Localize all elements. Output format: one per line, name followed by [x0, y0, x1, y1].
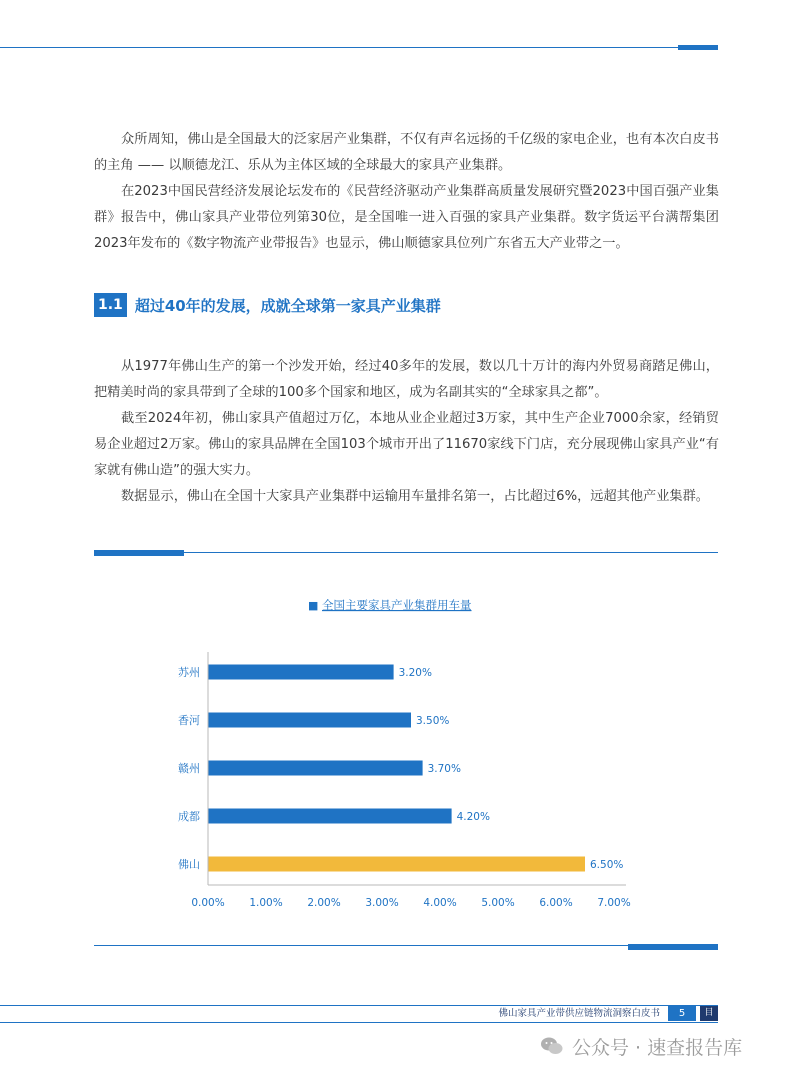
intro-paragraphs [94, 127, 719, 257]
section-paragraph-2: 截至2024年初，佛山家具产值超过万亿，本地从业企业超过3万家，其中生产企业7000余家，经销贸易企业超过2万家。佛山的家具品牌在全国103个城市开出了11670家线下门店，充分展现佛山家具产业“有家就有佛山造”的强大实力。 [94, 411, 719, 478]
category-label: 成都 [178, 810, 200, 823]
footer-rule-top [0, 1005, 718, 1006]
section-paragraph-1: 从1977年佛山生产的第一个沙发开始，经过40多年的发展，数以几十万计的海内外贸易商踏足佛山，把精美时尚的家具带到了全球的100多个国家和地区，成为名副其实的“全球家具之都”。 [94, 359, 719, 400]
bar-value-label: 3.50% [416, 715, 450, 727]
intro-paragraph-1: 众所周知，佛山是全国最大的泛家居产业集群，不仅有声名远扬的千亿级的家电企业，也有本次白皮书的主角 —— 以顺德龙江、乐从为主体区域的全球最大的家具产业集群。 [94, 132, 719, 173]
x-axis-ticks [191, 897, 630, 909]
header-accent-bar [678, 45, 718, 50]
section-title: 超过40年的发展，成就全球第一家具产业集群 [134, 296, 441, 315]
section-paragraph-3: 数据显示，佛山在全国十大家具产业集群中运输用车量排名第一，占比超过6%，远超其他产业集群。 [121, 489, 709, 504]
x-tick-label: 0.00% [191, 897, 225, 909]
chart-top-accent [94, 550, 184, 556]
legend-marker: ■ [308, 599, 319, 612]
bar-value-label: 4.20% [456, 811, 490, 823]
x-tick-label: 3.00% [365, 897, 399, 909]
x-tick-label: 7.00% [597, 897, 631, 909]
category-label: 佛山 [178, 858, 200, 871]
header-rule [0, 47, 718, 48]
footer-rule-bottom [0, 1022, 718, 1023]
category-label: 赣州 [178, 762, 200, 775]
bar [208, 713, 411, 728]
x-tick-label: 2.00% [307, 897, 341, 909]
chart-title: 全国主要家具产业集群用车量 [322, 598, 472, 612]
watermark [540, 1033, 742, 1059]
category-label: 苏州 [178, 666, 200, 679]
bar-value-label: 3.20% [398, 667, 432, 679]
wechat-icon [540, 1036, 564, 1056]
vehicle-usage-chart [94, 580, 718, 920]
intro-paragraph-2: 在2023中国民营经济发展论坛发布的《民营经济驱动产业集群高质量发展研究暨2023中国百强产业集群》报告中，佛山家具产业带位列第30位，是全国唯一进入百强的家具产业集群。数字货运平台满帮集团2023年发布的《数字物流产业带报告》也显示，佛山顺德家具位列广东省五大产业带之一。 [94, 184, 719, 251]
section-paragraphs [94, 354, 719, 510]
x-tick-label: 4.00% [423, 897, 457, 909]
x-tick-label: 5.00% [481, 897, 515, 909]
bar [208, 665, 394, 680]
x-tick-label: 6.00% [539, 897, 573, 909]
chart-bottom-rule [94, 945, 718, 946]
bar [208, 857, 585, 872]
watermark-text: 公众号 · 速查报告库 [572, 1036, 743, 1059]
section-number: 1.1 [94, 293, 127, 317]
footer-book-icon: 目 [700, 1006, 718, 1021]
chart-top-rule [94, 552, 718, 553]
category-label: 香河 [178, 714, 200, 727]
bar-value-label: 3.70% [427, 763, 461, 775]
chart-bottom-accent [628, 944, 718, 950]
bar [208, 809, 452, 824]
x-tick-label: 1.00% [249, 897, 283, 909]
chart-legend [308, 598, 472, 612]
chart-bars [178, 665, 623, 872]
section-heading [94, 293, 441, 317]
page-number: 5 [668, 1006, 696, 1021]
bar-value-label: 6.50% [590, 859, 624, 871]
footer-title: 佛山家具产业带供应链物流洞察白皮书 [498, 1008, 660, 1019]
bar [208, 761, 423, 776]
